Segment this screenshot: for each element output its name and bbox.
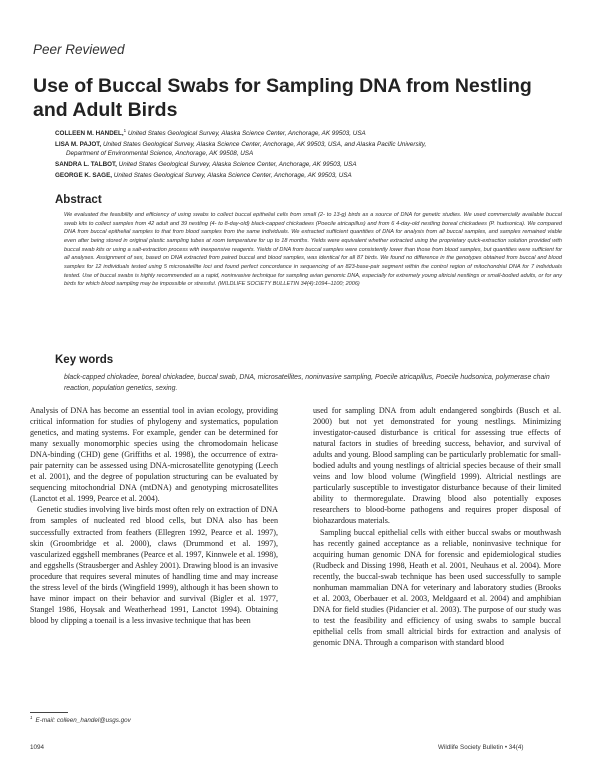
author-affiliation: United States Geological Survey, Alaska Science Center, Anchorage, AK 99503, USA, and Alaska Pacific University, bbox=[102, 141, 427, 149]
journal-footer: Wildlife Society Bulletin • 34(4) bbox=[438, 744, 524, 751]
body-paragraph: Genetic studies involving live birds most often rely on extraction of DNA from samples of nucleated red blood cells, but DNA also has been successfully extracted from feathers (Ellegren 1992, Pearce et al. 1997), skin (Groombridge et al. 2000), claws (Drummond et al. 1997), vascularized eggshell membranes (Pearce et al. 1997, Kinnwele et al. 1998), and eggshells (Strausberger and Ashley 2001). Drawing blood is an invasive procedure that requires several minutes of handling time and may increase the stress level of the birds (Wingfield 1999), although it has been shown to have minor impact on their behavior and survival (Bigler et al. 1977, Stangel 1986, Hoysak and Weatherhead 1991, Lanctot 1994). Obtaining blood by clipping a toenail is a less invasive technique that has been bbox=[30, 505, 278, 625]
author-name: GEORGE K. SAGE, bbox=[55, 172, 113, 180]
author-entry bbox=[55, 172, 575, 181]
author-entry bbox=[55, 141, 575, 158]
keywords-text: black-capped chickadee, boreal chickadee, buccal swab, DNA, microsatellites, noninvasive sampling, Poecile atricapillus, Poecile hudsonica, polymerase chain reaction, population genetics, sexing. bbox=[64, 374, 550, 392]
body-column-right bbox=[313, 405, 561, 648]
author-name: COLLEEN M. HANDEL, bbox=[55, 130, 124, 138]
author-name: SANDRA L. TALBOT, bbox=[55, 161, 117, 169]
page-number: 1094 bbox=[30, 744, 45, 751]
author-affiliation: United States Geological Survey, Alaska Science Center, Anchorage, AK 99503, USA bbox=[127, 130, 366, 138]
section-label: Peer Reviewed bbox=[33, 42, 125, 57]
body-paragraph: Analysis of DNA has become an essential tool in avian ecology, providing critical information for studies of phylogeny and systematics, population genetics, and mating systems. For example, gender can be determined for many sexually monomorphic species using the chromodomain helicase DNA-binding (CHD) gene (Griffiths et al. 1998), the occurrence of extra-pair paternity can be assessed using DNA-microsatellite genotyping (Leech et al. 2001), and the degree of population structuring can be evaluated by sequencing mitochondrial DNA (mtDNA) and genotyping microsatellites (Lanctot et al. 1999, Pearce et al. 2004). bbox=[30, 406, 278, 504]
footnote-mark: 1 bbox=[30, 715, 33, 720]
footnote-email: E-mail: colleen_handel@usgs.gov bbox=[35, 717, 131, 725]
body-paragraph: used for sampling DNA from adult endangered songbirds (Busch et al. 2000) but not yet demonstrated for young nestlings. Minimizing investigator-caused disturbance is critical for assessing true effects of natural factors in studies of breeding success, behavior, and survival of adults and young. Blood sampling can be particularly problematic for small-bodied adults and young nestlings of altricial species because of their small veins and low blood volume (Wingfield 1999). Altricial nestlings are particularly susceptible to investigator disturbance because of their limited ability to thermoregulate. Drawing blood also potentially exposes researchers to blood-borne pathogens and requires proper disposal of biohazardous materials. bbox=[313, 406, 561, 526]
author-list bbox=[55, 127, 575, 183]
author-affiliation: United States Geological Survey, Alaska Science Center, Anchorage, AK 99503, USA bbox=[118, 161, 357, 169]
author-entry bbox=[55, 127, 575, 139]
abstract-text: We evaluated the feasibility and efficiency of using swabs to collect buccal epithelial cells from small (2- to 13-g) birds as a source of DNA for genetic studies. We used commercially available buccal swab kits to collect samples from 42 adult and 39 nestling (4- to 8-day-old) black-capped chickadees (Poecile atricapillus) and from 6 4-day-old nestling boreal chickadees (P. hudsonica). We compared DNA from buccal epithelial samples to that from blood samples from the same individuals. We extracted sufficient quantities of DNA for analysis from all buccal samples, and samples remained viable even after being stored in original plastic sampling tubes at room temperature for up to 18 months. Yields were equivalent whether extracted using the proprietary quick-extraction solution provided with buccal swab kits or using a salt-extraction process with inexpensive reagents. Yields of DNA from buccal samples were consistently lower than those from blood samples, but quantities were sufficient for all analyses. Assignment of sex, based on DNA extracted from paired buccal and blood samples, was identical for all 87 birds. We found no difference in the genotypes obtained from buccal and blood samples for 12 individuals tested using 5 microsatellite loci and found perfect concordance in sequencing of an 823-base-pair segment within the control region of mitochondrial DNA for 7 individuals tested. Use of buccal swabs is highly recommended as a rapid, noninvasive technique for sampling avian genomic DNA, especially for extremely young altricial nestlings or small-bodied adults, or for any birds for which blood sampling may be impossible or stressful. (WILDLIFE SOCIETY BULLETIN 34(4):1094–1100; 2006) bbox=[64, 212, 562, 288]
footnote-divider bbox=[30, 712, 68, 713]
author-name: LISA M. PAJOT, bbox=[55, 141, 102, 149]
article-title: Use of Buccal Swabs for Sampling DNA from Nestling and Adult Birds bbox=[33, 75, 532, 121]
keywords-heading: Key words bbox=[55, 354, 114, 366]
body-paragraph: Sampling buccal epithelial cells with either buccal swabs or mouthwash has recently gained acceptance as a reliable, noninvasive technique for acquiring human genomic DNA for forensic and epidemiological studies (Rudbeck and Dissing 1998, Heath et al. 2001, Neuhaus et al. 2004). More recently, the buccal-swab technique has been used successfully to sample nonhuman mammalian DNA for veterinary and laboratory studies (Brooks et al. 2003, Oberbauer et al. 2003, Meldgaard et al. 2004) and amphibian DNA for field studies (Pidancier et al. 2003). The purpose of our study was to test the feasibility and efficiency of using swabs to sample buccal epithelial cells from small altricial birds for extraction and analysis of genomic DNA. Through a comparison with standard blood bbox=[313, 527, 561, 647]
author-affiliation: United States Geological Survey, Alaska Science Center, Anchorage, AK 99503, USA bbox=[113, 172, 352, 180]
abstract-heading: Abstract bbox=[55, 194, 102, 206]
author-affiliation-continued: Department of Environmental Science, Anchorage, AK 99508, USA bbox=[66, 149, 254, 157]
author-entry bbox=[55, 161, 575, 170]
footnote bbox=[30, 715, 131, 724]
footnote-mark: 1 bbox=[123, 128, 127, 133]
body-column-left bbox=[30, 405, 278, 626]
